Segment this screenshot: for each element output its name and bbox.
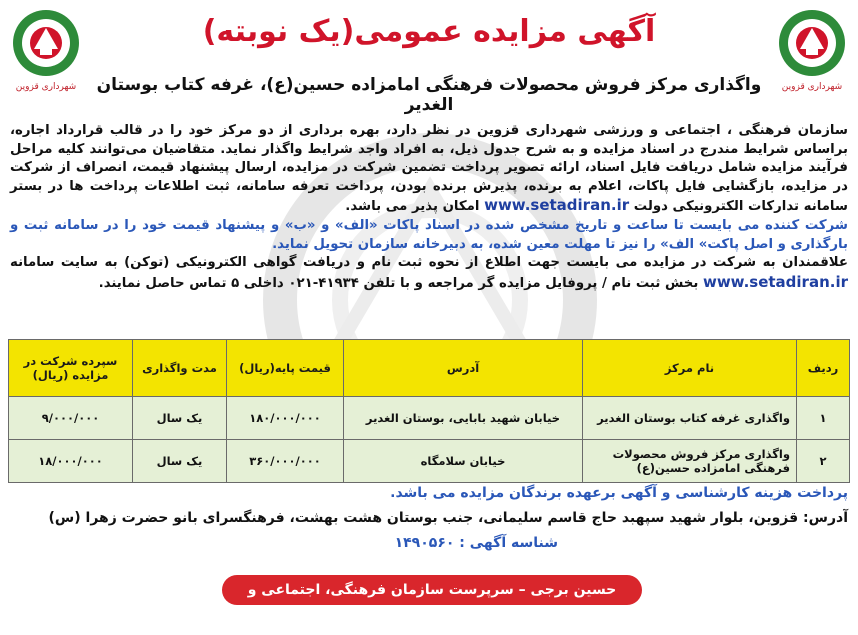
advertisement-body: [10, 122, 848, 293]
address-note: آدرس: قزوین، بلوار شهید سپهبد حاج قاسم سلیمانی، جنب بوستان هشت بهشت، فرهنگسرای بانو حضرت زهرا (س): [48, 510, 848, 526]
body-text-1-end: امکان پذیر می باشد.: [345, 199, 480, 215]
website-link[interactable]: www.setadiran.ir: [702, 272, 848, 291]
page-subtitle: واگذاری مرکز فروش محصولات فرهنگی امامزاده حسین(ع)، غرفه کتاب بوستان الغدیر: [96, 75, 762, 115]
table-cell: واگذاری غرفه کتاب بوستان الغدیر: [583, 397, 797, 440]
table-header-cell: قیمت پایه(ریال): [227, 340, 344, 397]
table-cell: ۹/۰۰۰/۰۰۰: [9, 397, 133, 440]
table-header-cell: ردیف: [797, 340, 850, 397]
table-cell: ۳۶۰/۰۰۰/۰۰۰: [227, 440, 344, 483]
table-cell: ۱۸۰/۰۰۰/۰۰۰: [227, 397, 344, 440]
body-paragraph-2: شرکت کننده می بایست تا ساعت و تاریخ مشخص شده در اسناد پاکات «الف» و «ب» و پیشنهاد قیمت خود را در سامانه ثبت و بارگذاری و اصل پاکت» الف» را نیز تا مهلت معین شده، به دبیرخانه سازمان تحویل نماید.: [10, 217, 848, 252]
body-paragraph-3: [10, 254, 848, 293]
table-header-cell: آدرس: [344, 340, 583, 397]
website-link[interactable]: www.setadiran.ir: [484, 196, 630, 215]
table-row: [9, 397, 850, 440]
table-header-cell: سپرده شرکت در مزایده (ریال): [9, 340, 133, 397]
table-cell: ۲: [797, 440, 850, 483]
table-cell: خیابان سلامگاه: [344, 440, 583, 483]
body-text-3: علاقمندان به شرکت در مزایده می بایست جهت اطلاع از نحوه ثبت نام و دریافت گواهی الکترونیکی (توکن) به سایت سامانه: [10, 255, 848, 271]
table-cell: ۱: [797, 397, 850, 440]
body-text-3-end: بخش ثبت نام / پروفایل مزایده گر مراجعه و با تلفن ۴۱۹۳۴-۰۲۱ داخلی ۵ تماس حاصل نمایند.: [98, 275, 699, 291]
signature-banner: حسین برجی – سرپرست سازمان فرهنگی، اجتماعی و ورزشی: [222, 575, 642, 605]
ad-id: شناسه آگهی : ۱۴۹۰۵۶۰: [394, 535, 558, 551]
table-header-cell: مدت واگذاری: [133, 340, 227, 397]
table-header-row: [9, 340, 850, 397]
body-paragraph-1: [10, 122, 848, 217]
logo-caption: شهرداری قزوین: [15, 82, 77, 92]
fee-note: پرداخت هزینه کارشناسی و آگهی برعهده برندگان مزایده می باشد.: [390, 485, 848, 501]
table-cell: یک سال: [133, 440, 227, 483]
body-text-1: سازمان فرهنگی ، اجتماعی و ورزشی شهرداری قزوین در نظر دارد، بهره برداری از دو مرکز خود را در قالب قرارداد اجاره، براساس شرایط مندرج در اسناد مزایده و به شرح جدول ذیل، به افراد واجد شرایط واگذار نماید. متقاضیان می‌توانند کلیه مراحل فرآیند مزایده شامل دریافت فایل اسناد، ارائه تصویر پرداخت تضمین شرکت در مزایده، ارسال پیشنهاد قیمت، انصراف از شرکت در مزایده، بازگشایی فایل پاکات، اعلام به برنده، پذیرش برنده بودن، پرداخت تعرفه سامانه، ثبت اطلاعات پرداخت ها در بستر سامانه تدارکات الکترونیکی دولت: [10, 123, 848, 215]
table-cell: ۱۸/۰۰۰/۰۰۰: [9, 440, 133, 483]
page-title: آگهی مزایده عمومی(یک نوبته): [202, 14, 656, 49]
table-row: [9, 440, 850, 483]
table-header-cell: نام مرکز: [583, 340, 797, 397]
table-cell: خیابان شهید بابایی، بوستان الغدیر: [344, 397, 583, 440]
logo-caption: شهرداری قزوین: [781, 82, 843, 92]
table-cell: یک سال: [133, 397, 227, 440]
table-cell: واگذاری مرکز فروش محصولات فرهنگی امامزاده حسین(ع): [583, 440, 797, 483]
auction-table: [8, 339, 850, 483]
